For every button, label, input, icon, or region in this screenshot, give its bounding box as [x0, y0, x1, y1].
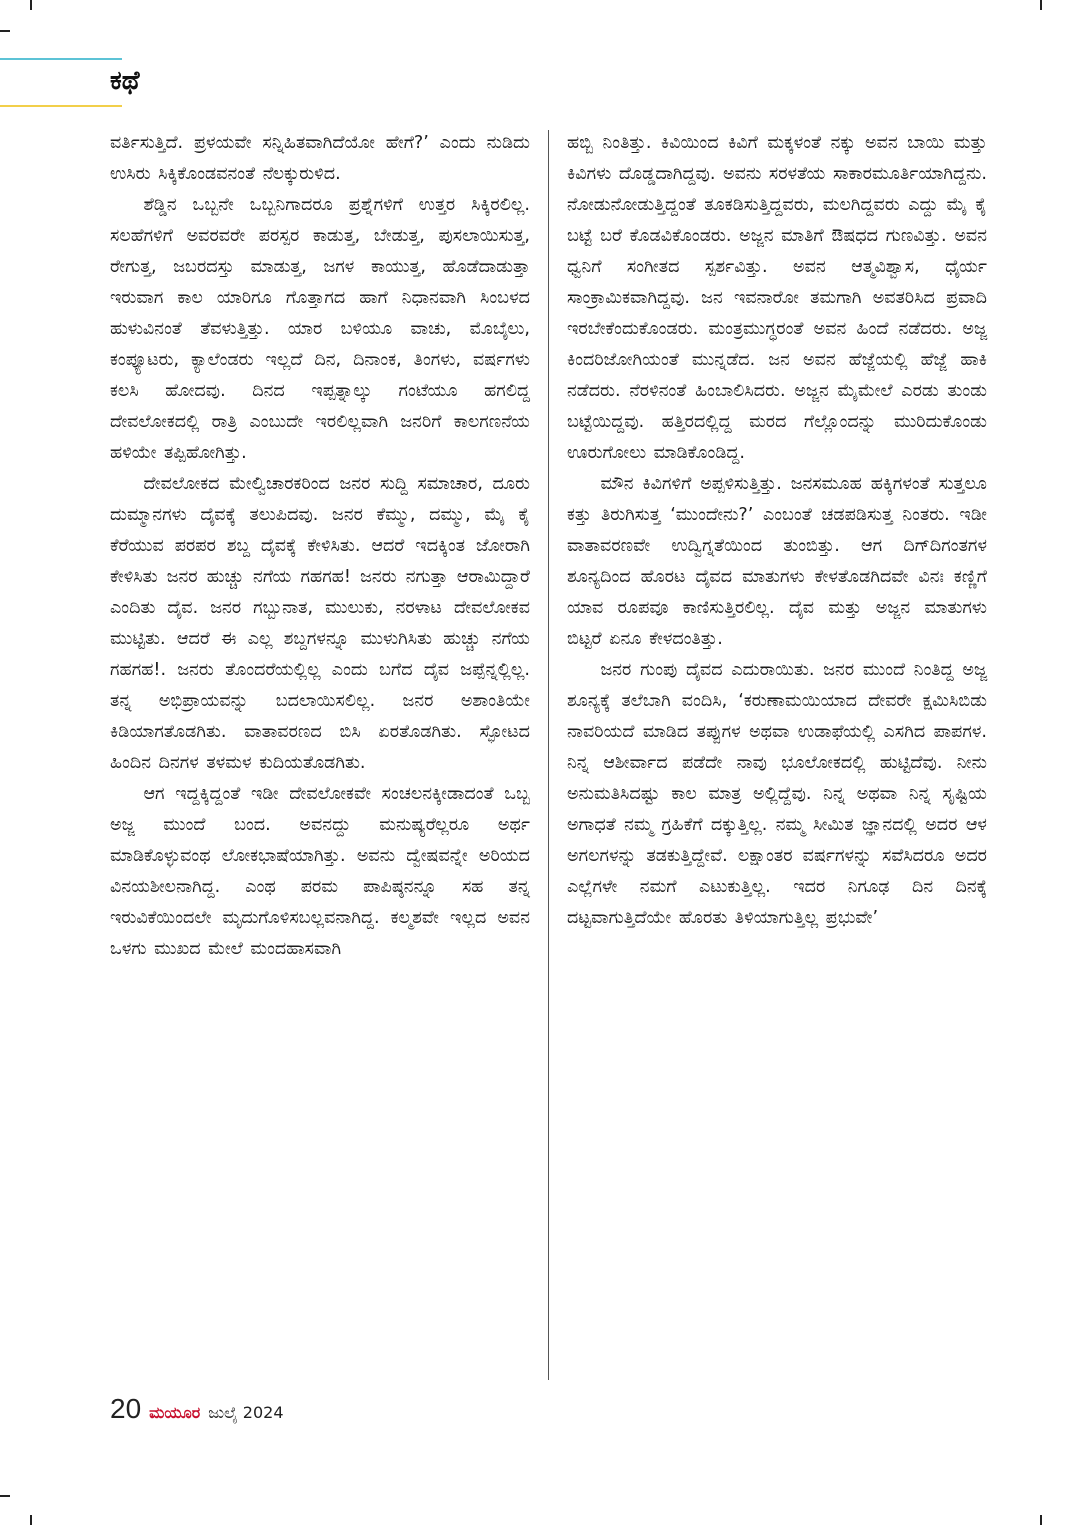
crop-mark-bottom-right [1040, 1515, 1042, 1525]
paragraph: ದೇವಲೋಕದ ಮೇಲ್ವಿಚಾರಕರಿಂದ ಜನರ ಸುದ್ದಿ ಸಮಾಚಾರ, ದೂರು ದುಮ್ಮಾನಗಳು ದೈವಕ್ಕೆ ತಲುಪಿದವು. ಜನರ ಕೆಮ್ಮು, ದಮ್ಮು, ಮೈ ಕೈ ಕೆರೆಯುವ ಪರಪರ ಶಬ್ದ ದೈವಕ್ಕೆ ಕೇಳಿಸಿತು. ಆದರೆ ಇದಕ್ಕಿಂತ ಜೋರಾಗಿ ಕೇಳಿಸಿತು ಜನರ ಹುಚ್ಚು ನಗೆಯ ಗಹಗಹ! ಜನರು ನಗುತ್ತಾ ಆರಾಮಿದ್ದಾರೆ ಎಂದಿತು ದೈವ. ಜನರ ಗಬ್ಬುನಾತ, ಮುಲುಕು, ನರಳಾಟ ದೇವಲೋಕವ ಮುಟ್ಟಿತು. ಆದರೆ ಈ ಎಲ್ಲ ಶಬ್ದಗಳನ್ನೂ ಮುಳುಗಿಸಿತು ಹುಚ್ಚು ನಗೆಯ ಗಹಗಹ!. ಜನರು ತೊಂದರೆಯಲ್ಲಿಲ್ಲ ಎಂದು ಬಗೆದ ದೈವ ಜಪ್ಪೆನ್ನಲ್ಲಿಲ್ಲ. ತನ್ನ ಅಭಿಪ್ರಾಯವನ್ನು ಬದಲಾಯಿಸಲಿಲ್ಲ. ಜನರ ಅಶಾಂತಿಯೇ ಕಿಡಿಯಾಗತೊಡಗಿತು. ವಾತಾವರಣದ ಬಿಸಿ ಏರತೊಡಗಿತು. ಸ್ಫೋಟದ ಹಿಂದಿನ ದಿನಗಳ ತಳಮಳ ಕುದಿಯತೊಡಗಿತು. [110, 474, 530, 773]
column-divider [548, 130, 549, 1380]
paragraph: ಜನರ ಗುಂಪು ದೈವದ ಎದುರಾಯಿತು. ಜನರ ಮುಂದೆ ನಿಂತಿದ್ದ ಅಜ್ಜ ಶೂನ್ಯಕ್ಕೆ ತಲೆಬಾಗಿ ವಂದಿಸಿ, ‘ಕರುಣಾಮಯಿಯಾದ ದೇವರೇ ಕ್ಷಮಿಸಿಬಿಡು ನಾವರಿಯದೆ ಮಾಡಿದ ತಪ್ಪುಗಳ ಅಥವಾ ಉಡಾಫೆಯಲ್ಲಿ ಎಸಗಿದ ಪಾಪಗಳ. ನಿನ್ನ ಆಶೀರ್ವಾದ ಪಡೆದೇ ನಾವು ಭೂಲೋಕದಲ್ಲಿ ಹುಟ್ಟಿದೆವು. ನೀನು ಅನುಮತಿಸಿದಷ್ಟು ಕಾಲ ಮಾತ್ರ ಅಲ್ಲಿದ್ದೆವು. ನಿನ್ನ ಅಥವಾ ನಿನ್ನ ಸೃಷ್ಟಿಯ ಅಗಾಧತೆ ನಮ್ಮ ಗ್ರಹಿಕೆಗೆ ದಕ್ಕುತ್ತಿಲ್ಲ. ನಮ್ಮ ಸೀಮಿತ ಜ್ಞಾನದಲ್ಲಿ ಅದರ ಆಳ ಅಗಲಗಳನ್ನು ತಡಕುತ್ತಿದ್ದೇವೆ. ಲಕ್ಷಾಂತರ ವರ್ಷಗಳನ್ನು ಸವೆಸಿದರೂ ಅದರ ಎಲ್ಲೆಗಳೇ ನಮಗೆ ಎಟುಕುತ್ತಿಲ್ಲ. ಇದರ ನಿಗೂಢ ದಿನ ದಿನಕ್ಕೆ ದಟ್ಟವಾಗುತ್ತಿದೆಯೇ ಹೊರತು ತಿಳಿಯಾಗುತ್ತಿಲ್ಲ ಪ್ರಭುವೇ’ [567, 660, 987, 928]
section-title: ಕಥೆ [110, 66, 140, 96]
crop-mark-top-left [30, 0, 32, 10]
header-rule-bottom [0, 105, 122, 107]
crop-mark-bottom-left-side [0, 1495, 10, 1497]
paragraph: ಆಗ ಇದ್ದಕ್ಕಿದ್ದಂತೆ ಇಡೀ ದೇವಲೋಕವೇ ಸಂಚಲನಕ್ಕೀಡಾದಂತೆ ಒಬ್ಬ ಅಜ್ಜ ಮುಂದೆ ಬಂದ. ಅವನದ್ದು ಮನುಷ್ಯರೆಲ್ಲರೂ ಅರ್ಥ ಮಾಡಿಕೊಳ್ಳುವಂಥ ಲೋಕಭಾಷೆಯಾಗಿತ್ತು. ಅವನು ದ್ವೇಷವನ್ನೇ ಅರಿಯದ ವಿನಯಶೀಲನಾಗಿದ್ದ. ಎಂಥ ಪರಮ ಪಾಪಿಷ್ಠನನ್ನೂ ಸಹ ತನ್ನ ಇರುವಿಕೆಯಿಂದಲೇ ಮೃದುಗೊಳಿಸಬಲ್ಲವನಾಗಿದ್ದ. ಕಲ್ಮಶವೇ ಇಲ್ಲದ ಅವನ ಒಳಗು ಮುಖದ ಮೇಲೆ ಮಂದಹಾಸವಾಗಿ [110, 784, 530, 959]
page-number: 20 [110, 1393, 142, 1424]
page-footer [110, 1393, 284, 1425]
crop-mark-bottom-left [30, 1515, 32, 1525]
paragraph: ಮೌನ ಕಿವಿಗಳಿಗೆ ಅಪ್ಪಳಿಸುತ್ತಿತ್ತು. ಜನಸಮೂಹ ಹಕ್ಕಿಗಳಂತೆ ಸುತ್ತಲೂ ಕತ್ತು ತಿರುಗಿಸುತ್ತ ‘ಮುಂದೇನು?’ ಎಂಬಂತೆ ಚಡಪಡಿಸುತ್ತ ನಿಂತರು. ಇಡೀ ವಾತಾವರಣವೇ ಉದ್ವಿಗ್ನತೆಯಿಂದ ತುಂಬಿತ್ತು. ಆಗ ದಿಗ್‌ದಿಗಂತಗಳ ಶೂನ್ಯದಿಂದ ಹೊರಟ ದೈವದ ಮಾತುಗಳು ಕೇಳತೊಡಗಿದವೇ ವಿನಃ ಕಣ್ಣಿಗೆ ಯಾವ ರೂಪವೂ ಕಾಣಿಸುತ್ತಿರಲಿಲ್ಲ. ದೈವ ಮತ್ತು ಅಜ್ಜನ ಮಾತುಗಳು ಬಿಟ್ಟರೆ ಏನೂ ಕೇಳದಂತಿತ್ತು. [567, 474, 987, 649]
crop-mark-top-left-side [0, 30, 10, 32]
header-rule-top [0, 58, 122, 60]
right-column [567, 128, 987, 934]
left-column [110, 128, 530, 965]
crop-mark-top-right [1040, 0, 1042, 10]
paragraph: ಶೆಡ್ಡಿನ ಒಬ್ಬನೇ ಒಬ್ಬನಿಗಾದರೂ ಪ್ರಶ್ನೆಗಳಿಗೆ ಉತ್ತರ ಸಿಕ್ಕಿರಲಿಲ್ಲ. ಸಲಹೆಗಳಿಗೆ ಅವರವರೇ ಪರಸ್ಪರ ಕಾಡುತ್ತ, ಬೇಡುತ್ತ, ಪುಸಲಾಯಿಸುತ್ತ, ರೇಗುತ್ತ, ಜಬರದಸ್ತು ಮಾಡುತ್ತ, ಜಗಳ ಕಾಯುತ್ತ, ಹೊಡೆದಾಡುತ್ತಾ ಇರುವಾಗ ಕಾಲ ಯಾರಿಗೂ ಗೊತ್ತಾಗದ ಹಾಗೆ ನಿಧಾನವಾಗಿ ಸಿಂಬಳದ ಹುಳುವಿನಂತೆ ತೆವಳುತ್ತಿತ್ತು. ಯಾರ ಬಳಿಯೂ ವಾಚು, ಮೊಬೈಲು, ಕಂಪ್ಯೂಟರು, ಕ್ಯಾಲೆಂಡರು ಇಲ್ಲದೆ ದಿನ, ದಿನಾಂಕ, ತಿಂಗಳು, ವರ್ಷಗಳು ಕಲಸಿ ಹೋದವು. ದಿನದ ಇಪ್ಪತ್ನಾಲ್ಕು ಗಂಟೆಯೂ ಹಗಲಿದ್ದ ದೇವಲೋಕದಲ್ಲಿ ರಾತ್ರಿ ಎಂಬುದೇ ಇರಲಿಲ್ಲವಾಗಿ ಜನರಿಗೆ ಕಾಲಗಣನೆಯ ಹಳಿಯೇ ತಪ್ಪಿಹೋಗಿತ್ತು. [110, 195, 530, 463]
paragraph: ವರ್ತಿಸುತ್ತಿದೆ. ಪ್ರಳಯವೇ ಸನ್ನಿಹಿತವಾಗಿದೆಯೋ ಹೇಗೆ?’ ಎಂದು ನುಡಿದು ಉಸಿರು ಸಿಕ್ಕಿಕೊಂಡವನಂತೆ ನೆಲಕ್ಕುರುಳಿದ. [110, 133, 530, 184]
paragraph: ಹಬ್ಬಿ ನಿಂತಿತ್ತು. ಕಿವಿಯಿಂದ ಕಿವಿಗೆ ಮಕ್ಕಳಂತೆ ನಕ್ಕು ಅವನ ಬಾಯಿ ಮತ್ತು ಕಿವಿಗಳು ದೊಡ್ಡದಾಗಿದ್ದವು. ಅವನು ಸರಳತೆಯ ಸಾಕಾರಮೂರ್ತಿಯಾಗಿದ್ದನು. ನೋಡುನೋಡುತ್ತಿದ್ದಂತೆ ತೂಕಡಿಸುತ್ತಿದ್ದವರು, ಮಲಗಿದ್ದವರು ಎದ್ದು ಮೈ ಕೈ ಬಟ್ಟೆ ಬರೆ ಕೊಡವಿಕೊಂಡರು. ಅಜ್ಜನ ಮಾತಿಗೆ ಔಷಧದ ಗುಣವಿತ್ತು. ಅವನ ಧ್ವನಿಗೆ ಸಂಗೀತದ ಸ್ಪರ್ಶವಿತ್ತು. ಅವನ ಆತ್ಮವಿಶ್ವಾಸ, ಧೈರ್ಯ ಸಾಂಕ್ರಾಮಿಕವಾಗಿದ್ದವು. ಜನ ಇವನಾರೋ ತಮಗಾಗಿ ಅವತರಿಸಿದ ಪ್ರವಾದಿ ಇರಬೇಕೆಂದುಕೊಂಡರು. ಮಂತ್ರಮುಗ್ಧರಂತೆ ಅವನ ಹಿಂದೆ ನಡೆದರು. ಅಜ್ಜ ಕಿಂದರಿಜೋಗಿಯಂತೆ ಮುನ್ನಡೆದ. ಜನ ಅವನ ಹೆಜ್ಜೆಯಲ್ಲಿ ಹೆಜ್ಜೆ ಹಾಕಿ ನಡೆದರು. ನೆರಳಿನಂತೆ ಹಿಂಬಾಲಿಸಿದರು. ಅಜ್ಜನ ಮೈಮೇಲೆ ಎರಡು ತುಂಡು ಬಟ್ಟೆಯಿದ್ದವು. ಹತ್ತಿರದಲ್ಲಿದ್ದ ಮರದ ಗೆಲ್ಲೊಂದನ್ನು ಮುರಿದುಕೊಂಡು ಊರುಗೋಲು ಮಾಡಿಕೊಂಡಿದ್ದ. [567, 133, 987, 463]
issue-date: ಜುಲೈ 2024 [208, 1403, 284, 1422]
magazine-name: ಮಯೂರ [149, 1403, 201, 1422]
